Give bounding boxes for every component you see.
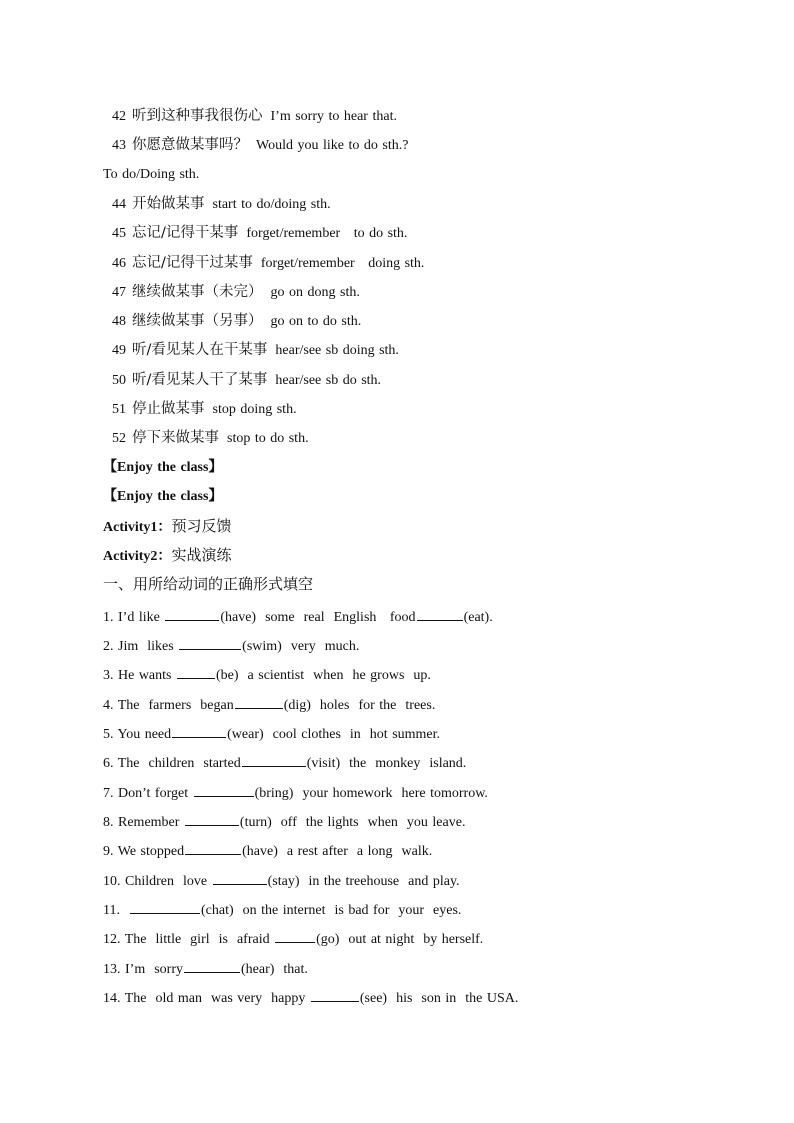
exercise-text: (be) a scientist when he grows up. (216, 668, 431, 683)
exercise-section-title: 一、用所给动词的正确形式填空 (103, 575, 314, 593)
phrase-chinese: 停下来做某事 (132, 430, 219, 446)
answer-blank[interactable] (184, 958, 240, 973)
exercise-text: (swim) very much. (242, 639, 360, 654)
activity-heading (103, 545, 231, 567)
section-heading: 【Enjoy the class】 (103, 489, 223, 504)
phrase-continuation: To do/Doing sth. (103, 167, 200, 182)
exercise-text: (bring) your homework here tomorrow. (254, 786, 488, 801)
phrase-item (112, 399, 297, 420)
phrase-number: 42 (112, 109, 126, 124)
exercise-item (103, 840, 432, 862)
answer-blank[interactable] (235, 694, 283, 709)
exercise-item (103, 635, 359, 657)
phrase-english: hear/see sb doing sth. (275, 343, 399, 358)
phrase-chinese: 继续做某事（未完） (132, 284, 263, 300)
exercise-prefix: 8. Remember (103, 815, 184, 830)
phrase-number: 49 (112, 343, 126, 358)
exercise-prefix: 11. (103, 903, 129, 918)
phrase-number: 46 (112, 256, 126, 271)
phrase-chinese: 忘记/记得干过某事 (132, 255, 253, 271)
phrase-number: 51 (112, 402, 126, 417)
phrase-chinese: 听到这种事我很伤心 (132, 108, 263, 124)
exercise-item (103, 606, 493, 628)
answer-blank[interactable] (275, 928, 315, 943)
phrase-item (112, 282, 360, 303)
phrase-item (112, 135, 408, 156)
phrase-number: 48 (112, 314, 126, 329)
answer-blank[interactable] (165, 606, 219, 621)
exercise-text: (turn) off the lights when you leave. (239, 815, 466, 830)
activity-label: Activity2： (103, 549, 172, 564)
phrase-chinese: 继续做某事（另事） (132, 313, 263, 329)
exercise-text: (have) some real English food (220, 610, 416, 625)
exercise-prefix: 3. He wants (103, 668, 176, 683)
exercise-text: (eat). (463, 610, 493, 625)
answer-blank[interactable] (213, 870, 267, 885)
section-heading: 【Enjoy the class】 (103, 460, 223, 475)
phrase-item (112, 428, 309, 449)
exercise-prefix: 13. I’m sorry (103, 962, 183, 977)
activity-title: 预习反馈 (171, 517, 232, 535)
phrase-english: stop doing sth. (212, 402, 297, 417)
phrase-number: 52 (112, 431, 126, 446)
exercise-text: (go) out at night by herself. (316, 932, 484, 947)
activity-heading (103, 516, 231, 538)
phrase-item (112, 370, 381, 391)
phrase-number: 44 (112, 197, 126, 212)
exercise-prefix: 9. We stopped (103, 844, 185, 859)
exercise-item (103, 899, 461, 921)
answer-blank[interactable] (130, 899, 200, 914)
phrase-item (112, 311, 361, 332)
exercise-text: (visit) the monkey island. (306, 756, 467, 771)
phrase-chinese: 听/看见某人干了某事 (132, 372, 268, 388)
phrase-english: go on to do sth. (270, 314, 362, 329)
answer-blank[interactable] (185, 840, 241, 855)
phrase-english: stop to do sth. (227, 431, 309, 446)
phrase-chinese: 停止做某事 (132, 401, 205, 417)
answer-blank[interactable] (185, 811, 239, 826)
exercise-prefix: 10. Children love (103, 874, 212, 889)
exercise-prefix: 1. I’d like (103, 610, 165, 625)
exercise-prefix: 7. Don’t forget (103, 786, 193, 801)
answer-blank[interactable] (194, 782, 254, 797)
phrase-item (112, 340, 399, 361)
phrase-number: 45 (112, 226, 126, 241)
phrase-english: forget/remember doing sth. (260, 256, 425, 271)
phrase-number: 47 (112, 285, 126, 300)
phrase-english: Would you like to do sth.? (256, 138, 409, 153)
exercise-item (103, 958, 308, 980)
exercise-prefix: 14. The old man was very happy (103, 991, 310, 1006)
answer-blank[interactable] (172, 723, 226, 738)
exercise-item (103, 694, 435, 716)
phrase-number: 50 (112, 373, 126, 388)
exercise-item (103, 870, 460, 892)
exercise-prefix: 4. The farmers began (103, 698, 234, 713)
exercise-text: (wear) cool clothes in hot summer. (227, 727, 441, 742)
answer-blank[interactable] (179, 635, 241, 650)
phrase-chinese: 忘记/记得干某事 (132, 225, 239, 241)
exercise-item (103, 987, 518, 1009)
answer-blank[interactable] (242, 752, 306, 767)
exercise-prefix: 5. You need (103, 727, 172, 742)
exercise-text: (hear) that. (241, 962, 308, 977)
phrase-item (112, 106, 397, 127)
answer-blank[interactable] (417, 606, 463, 621)
exercise-item (103, 723, 440, 745)
exercise-item (103, 782, 488, 804)
exercise-text: (chat) on the internet is bad for your eyes. (200, 903, 462, 918)
activity-title: 实战演练 (171, 546, 232, 564)
exercise-item (103, 811, 465, 833)
answer-blank[interactable] (311, 987, 359, 1002)
exercise-prefix: 12. The little girl is afraid (103, 932, 275, 947)
exercise-text: (have) a rest after a long walk. (242, 844, 433, 859)
exercise-item (103, 928, 483, 950)
exercise-prefix: 2. Jim likes (103, 639, 179, 654)
phrase-item (112, 253, 424, 274)
phrase-english: I’m sorry to hear that. (270, 109, 397, 124)
exercise-prefix: 6. The children started (103, 756, 241, 771)
answer-blank[interactable] (177, 664, 215, 679)
exercise-text: (see) his son in the USA. (359, 991, 519, 1006)
exercise-text: (stay) in the treehouse and play. (267, 874, 460, 889)
phrase-chinese: 听/看见某人在干某事 (132, 342, 268, 358)
exercise-text: (dig) holes for the trees. (283, 698, 436, 713)
phrase-chinese: 你愿意做某事吗？ (132, 137, 248, 153)
phrase-english: start to do/doing sth. (212, 197, 331, 212)
phrase-english: forget/remember to do sth. (246, 226, 408, 241)
phrase-number: 43 (112, 138, 126, 153)
phrase-chinese: 开始做某事 (132, 196, 205, 212)
phrase-item (112, 194, 331, 215)
phrase-item (112, 223, 407, 244)
exercise-item (103, 664, 431, 686)
phrase-english: hear/see sb do sth. (275, 373, 382, 388)
exercise-item (103, 752, 466, 774)
activity-label: Activity1： (103, 520, 172, 535)
phrase-english: go on dong sth. (270, 285, 360, 300)
